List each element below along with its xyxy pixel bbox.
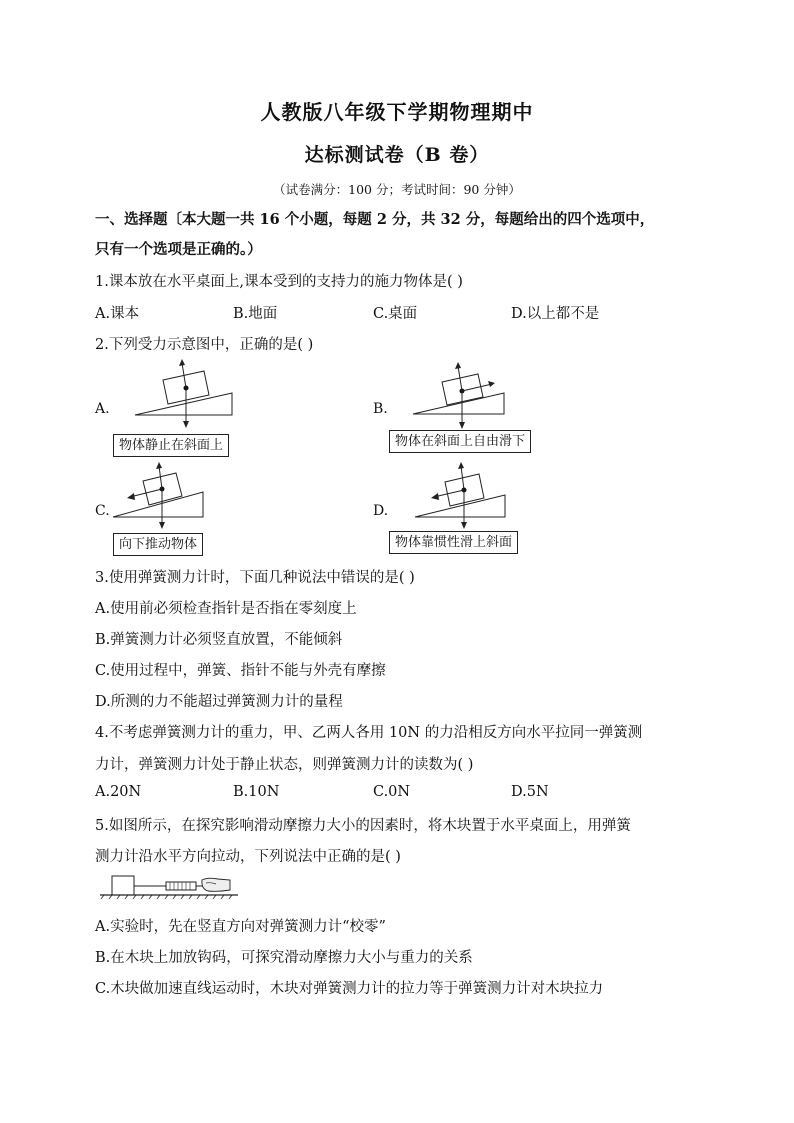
question-5-stem-line1: 5.如图所示，在探究影响滑动摩擦力大小的因素时，将木块置于水平桌面上，用弹簧 — [95, 818, 631, 834]
question-4-stem-line2: 力计，弹簧测力计处于静止状态，则弹簧测力计的读数为( ) — [95, 757, 474, 773]
q3-option-c: C.使用过程中，弹簧、指针不能与外壳有摩擦 — [95, 663, 386, 679]
q5-option-c: C.木块做加速直线运动时，木块对弹簧测力计的拉力等于弹簧测力计对木块拉力 — [95, 981, 604, 997]
q1-option-c: C.桌面 — [373, 306, 418, 322]
section-heading-instructions: 本大题一共 16 个小题，每题 2 分，共 32 分，每题给出的四个选项中， — [182, 211, 655, 228]
q1-option-d: D.以上都不是 — [511, 306, 600, 322]
figure-d-letter: D. — [373, 503, 389, 519]
figure-a-diagram — [130, 355, 240, 440]
q3-option-a: A.使用前必须检查指针是否指在零刻度上 — [95, 601, 357, 617]
figure-d-diagram — [412, 462, 532, 537]
q4-option-c: C.0N — [373, 784, 411, 800]
figure-b-caption: 物体在斜面上自由滑下 — [389, 430, 531, 453]
q5-option-a: A.实验时，先在竖直方向对弹簧测力计“校零” — [95, 919, 386, 935]
exam-info: （试卷满分：100 分；考试时间：90 分钟） — [273, 182, 521, 197]
figure-c-caption: 向下推动物体 — [113, 533, 203, 556]
figure-a-letter: A. — [95, 401, 110, 417]
q4-option-a: A.20N — [95, 784, 142, 800]
q3-option-d: D.所测的力不能超过弹簧测力计的量程 — [95, 694, 343, 710]
exam-title: 人教版八年级下学期物理期中 — [260, 100, 534, 124]
question-4-stem-line1: 4.不考虑弹簧测力计的重力，甲、乙两人各用 10N 的力沿相反方向水平拉同一弹簧测 — [95, 725, 643, 741]
figure-d-caption: 物体靠惯性滑上斜面 — [389, 531, 518, 554]
q3-option-b: B.弹簧测力计必须竖直放置，不能倾斜 — [95, 632, 343, 648]
section-heading-prefix: 一、选择题〔 — [95, 211, 182, 228]
figure-b-diagram — [408, 360, 538, 440]
question-2-stem: 2.下列受力示意图中，正确的是( ) — [95, 337, 314, 353]
q1-option-a: A.课本 — [95, 306, 140, 322]
figure-a-caption: 物体静止在斜面上 — [113, 434, 229, 457]
section-heading-line2: 只有一个选项是正确的。） — [95, 241, 262, 258]
q1-option-b: B.地面 — [233, 306, 278, 322]
figure-c-diagram — [110, 462, 220, 537]
q5-option-b: B.在木块上加放钩码，可探究滑动摩擦力大小与重力的关系 — [95, 950, 473, 966]
friction-experiment-figure — [100, 870, 240, 900]
figure-b-letter: B. — [373, 401, 388, 417]
question-1-stem: 1.课本放在水平桌面上,课本受到的支持力的施力物体是( ) — [95, 274, 463, 290]
question-5-stem-line2: 测力计沿水平方向拉动，下列说法中正确的是( ) — [95, 849, 401, 865]
exam-subtitle-title: 达标测试卷（B 卷） — [304, 144, 490, 166]
section-heading — [95, 208, 654, 229]
q4-option-b: B.10N — [233, 784, 280, 800]
figure-c-letter: C. — [95, 503, 110, 519]
q4-option-d: D.5N — [511, 784, 549, 800]
question-3-stem: 3.使用弹簧测力计时，下面几种说法中错误的是( ) — [95, 570, 415, 586]
